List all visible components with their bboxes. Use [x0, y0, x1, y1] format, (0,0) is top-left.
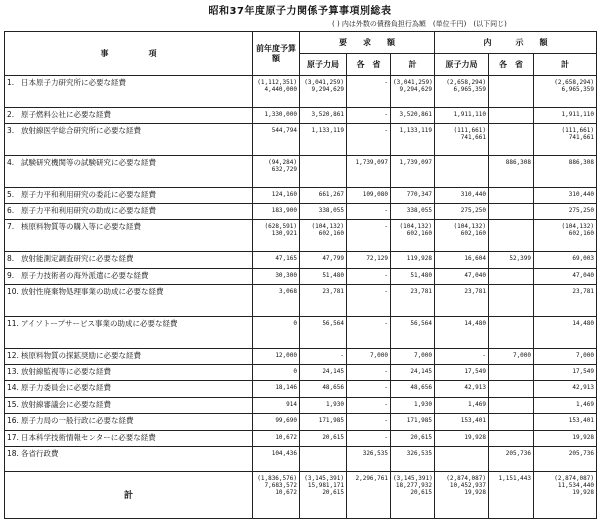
prev-year-cell: (628,591) 130,921: [253, 220, 300, 252]
item-label: 原子力局の一般行政に必要な経費: [21, 416, 134, 426]
approved-total-cell: 310,440: [534, 187, 597, 203]
approved-total-cell: 153,401: [534, 414, 597, 430]
request-agency-cell: 56,564: [300, 316, 347, 348]
item-number: 7.: [7, 222, 15, 232]
table-row: [5, 414, 597, 430]
prev-year-cell: 104,436: [253, 447, 300, 472]
prev-year-cell: 183,900: [253, 204, 300, 220]
approved-agency-cell: 310,440: [435, 187, 489, 203]
item-cell: [5, 107, 253, 123]
prev-year-header: 前年度予算額: [253, 32, 300, 76]
document-title: 昭和37年度原子力関係予算事項別総表: [208, 6, 392, 17]
request-agency-cell: 51,480: [300, 268, 347, 284]
request-agency-cell: -: [300, 348, 347, 364]
item-cell: [5, 447, 253, 472]
total-req-agency: (3,145,391) 15,981,171 20,615: [300, 471, 347, 518]
item-number: 9.: [7, 270, 15, 280]
prev-year-cell: 30,300: [253, 268, 300, 284]
item-cell: [5, 124, 253, 156]
approved-agency-cell: (111,661) 741,661: [435, 124, 489, 156]
approved-others-cell: 886,308: [489, 155, 534, 187]
request-total-cell: 24,145: [391, 364, 435, 380]
table-row: [5, 285, 597, 317]
table-row: [5, 348, 597, 364]
approved-others-cell: [489, 187, 534, 203]
approved-total-cell: 42,913: [534, 381, 597, 397]
request-agency-cell: 661,267: [300, 187, 347, 203]
item-number: 1.: [7, 78, 15, 87]
total-label: 計: [5, 471, 253, 518]
item-number: 6.: [7, 206, 15, 216]
approved-total-cell: (2,658,294) 6,965,359: [534, 76, 597, 108]
item-label: 原子燃料公社に必要な経費: [21, 109, 111, 119]
request-others-cell: -: [347, 76, 391, 108]
approved-agency-cell: 23,781: [435, 285, 489, 317]
request-others-cell: 7,000: [347, 348, 391, 364]
table-row: [5, 204, 597, 220]
item-number: 4.: [7, 157, 15, 167]
prev-year-cell: (1,112,351) 4,440,000: [253, 76, 300, 108]
approved-agency-cell: 14,480: [435, 316, 489, 348]
request-total-cell: 770,347: [391, 187, 435, 203]
request-agency-cell: 171,985: [300, 414, 347, 430]
table-row: [5, 381, 597, 397]
approved-agency-cell: 42,913: [435, 381, 489, 397]
request-agency-cell: 23,781: [300, 285, 347, 317]
table-row: [5, 447, 597, 472]
approved-agency-cell: 1,469: [435, 397, 489, 413]
item-number: 11.: [7, 318, 19, 328]
request-others-cell: -: [347, 124, 391, 156]
request-total-cell: 23,781: [391, 285, 435, 317]
item-number: 10.: [7, 287, 19, 297]
approved-agency-cell: 275,250: [435, 204, 489, 220]
total-req-total: (3,145,391) 18,277,932 20,615: [391, 471, 435, 518]
request-others-cell: 1,739,097: [347, 155, 391, 187]
approved-others-cell: [489, 268, 534, 284]
approved-total-cell: 886,308: [534, 155, 597, 187]
item-label: 放射線審議会に必要な経費: [21, 399, 111, 409]
approved-agency-cell: 1,911,110: [435, 107, 489, 123]
approved-agency-cell: (104,132) 602,160: [435, 220, 489, 252]
item-cell: [5, 204, 253, 220]
prev-year-cell: 18,146: [253, 381, 300, 397]
item-cell: [5, 430, 253, 446]
request-others-cell: -: [347, 414, 391, 430]
approved-others-cell: [489, 124, 534, 156]
prev-year-cell: 0: [253, 364, 300, 380]
request-total-cell: 119,928: [391, 252, 435, 268]
approved-agency-cell: 19,928: [435, 430, 489, 446]
request-total-cell: (3,041,259) 9,294,629: [391, 76, 435, 108]
request-total-cell: (104,132) 602,160: [391, 220, 435, 252]
approved-total-cell: 7,000: [534, 348, 597, 364]
approved-agency-cell: 47,040: [435, 268, 489, 284]
request-agency-cell: (3,041,259) 9,294,629: [300, 76, 347, 108]
item-cell: [5, 155, 253, 187]
approved-total-cell: 69,003: [534, 252, 597, 268]
approved-total-cell: 14,480: [534, 316, 597, 348]
prev-year-cell: 3,068: [253, 285, 300, 317]
request-agency-cell: 3,520,861: [300, 107, 347, 123]
item-number: 14.: [7, 383, 19, 393]
item-cell: [5, 316, 253, 348]
approved-others-cell: [489, 397, 534, 413]
budget-table: [4, 31, 597, 519]
request-agency-cell: 47,799: [300, 252, 347, 268]
request-total-cell: 48,656: [391, 381, 435, 397]
request-others-cell: 109,080: [347, 187, 391, 203]
approved-total-header: 計: [534, 54, 597, 76]
table-row: [5, 76, 597, 108]
request-agency-cell: 24,145: [300, 364, 347, 380]
request-total-header: 計: [391, 54, 435, 76]
approved-agency-cell: 17,549: [435, 364, 489, 380]
item-label: 原子力技術者の海外派遣に必要な経費: [21, 270, 149, 280]
item-number: 18.: [7, 449, 19, 459]
item-header: 事 項: [5, 32, 253, 76]
approved-total-cell: 19,928: [534, 430, 597, 446]
request-agency-cell: 20,615: [300, 430, 347, 446]
item-cell: [5, 414, 253, 430]
request-agency-cell: 1,133,119: [300, 124, 347, 156]
approved-others-cell: [489, 414, 534, 430]
table-row: [5, 364, 597, 380]
request-agency-header: 原子力局: [300, 54, 347, 76]
prev-year-cell: 914: [253, 397, 300, 413]
prev-year-cell: 99,690: [253, 414, 300, 430]
approved-others-cell: [489, 316, 534, 348]
item-number: 5.: [7, 189, 15, 199]
item-label: 原子力委員会に必要な経費: [21, 383, 111, 393]
request-total-cell: 1,133,119: [391, 124, 435, 156]
request-others-cell: -: [347, 430, 391, 446]
request-others-cell: -: [347, 220, 391, 252]
item-cell: [5, 348, 253, 364]
table-row: [5, 316, 597, 348]
unit-note: ( ) 内は外数の債務負担行為額 (単位千円) (以下同じ): [332, 20, 507, 28]
request-total-cell: 326,535: [391, 447, 435, 472]
item-cell: [5, 76, 253, 108]
item-number: 8.: [7, 254, 15, 264]
request-total-cell: 171,985: [391, 414, 435, 430]
approved-total-cell: 47,040: [534, 268, 597, 284]
item-number: 16.: [7, 416, 19, 426]
total-app-others: 1,151,443: [489, 471, 534, 518]
item-cell: [5, 220, 253, 252]
request-others-cell: -: [347, 107, 391, 123]
request-total-cell: 338,055: [391, 204, 435, 220]
approved-others-cell: [489, 220, 534, 252]
item-number: 15.: [7, 399, 19, 409]
table-row: [5, 107, 597, 123]
item-cell: [5, 364, 253, 380]
item-number: 17.: [7, 432, 19, 442]
item-label: アイソトープサービス事業の助成に必要な経費: [21, 318, 178, 328]
approved-total-cell: 23,781: [534, 285, 597, 317]
approved-header: 内 示 額: [435, 32, 597, 54]
item-label: 放射性廃棄物処理事業の助成に必要な経費: [21, 287, 164, 297]
approved-total-cell: 275,250: [534, 204, 597, 220]
request-agency-cell: 338,055: [300, 204, 347, 220]
approved-others-header: 各 省: [489, 54, 534, 76]
item-number: 2.: [7, 109, 15, 119]
item-label: 放射能測定調査研究に必要な経費: [21, 254, 134, 264]
prev-year-cell: 0: [253, 316, 300, 348]
item-label: 日本原子力研究所に必要な経費: [21, 78, 126, 87]
approved-agency-cell: (2,658,294) 6,965,359: [435, 76, 489, 108]
request-total-cell: 20,615: [391, 430, 435, 446]
table-row: [5, 155, 597, 187]
approved-agency-cell: 16,604: [435, 252, 489, 268]
approved-agency-cell: -: [435, 348, 489, 364]
request-header: 要 求 額: [300, 32, 435, 54]
total-app-agency: (2,874,087) 10,452,937 19,928: [435, 471, 489, 518]
approved-total-cell: 1,469: [534, 397, 597, 413]
approved-others-cell: [489, 76, 534, 108]
request-others-cell: -: [347, 285, 391, 317]
request-agency-cell: (104,132) 602,160: [300, 220, 347, 252]
request-others-cell: -: [347, 316, 391, 348]
request-agency-cell: [300, 447, 347, 472]
request-others-header: 各 省: [347, 54, 391, 76]
request-others-cell: -: [347, 204, 391, 220]
request-total-cell: 1,739,097: [391, 155, 435, 187]
request-others-cell: -: [347, 364, 391, 380]
approved-total-cell: 205,736: [534, 447, 597, 472]
approved-others-cell: [489, 285, 534, 317]
item-label: 核原料物質の探鉱奨励に必要な経費: [21, 350, 141, 360]
approved-others-cell: 52,399: [489, 252, 534, 268]
table-row: [5, 252, 597, 268]
prev-year-cell: 124,160: [253, 187, 300, 203]
prev-year-cell: 1,330,000: [253, 107, 300, 123]
table-row: [5, 187, 597, 203]
approved-others-cell: 205,736: [489, 447, 534, 472]
approved-agency-cell: [435, 155, 489, 187]
total-prev: (1,836,576) 7,683,572 10,672: [253, 471, 300, 518]
approved-total-cell: 17,549: [534, 364, 597, 380]
request-total-cell: 1,930: [391, 397, 435, 413]
prev-year-cell: 12,000: [253, 348, 300, 364]
approved-total-cell: 1,911,110: [534, 107, 597, 123]
item-cell: [5, 187, 253, 203]
approved-agency-cell: [435, 447, 489, 472]
total-app-total: (2,874,087) 11,534,440 19,928: [534, 471, 597, 518]
request-agency-cell: [300, 155, 347, 187]
item-label: 原子力平和利用研究の委託に必要な経費: [21, 189, 156, 199]
request-others-cell: -: [347, 397, 391, 413]
request-total-cell: 56,564: [391, 316, 435, 348]
approved-others-cell: [489, 430, 534, 446]
request-agency-cell: 48,656: [300, 381, 347, 397]
request-others-cell: -: [347, 268, 391, 284]
approved-agency-header: 原子力局: [435, 54, 489, 76]
table-row: [5, 268, 597, 284]
item-label: 放射線医学総合研究所に必要な経費: [21, 126, 141, 136]
item-label: 試験研究機関等の試験研究に必要な経費: [21, 157, 156, 167]
request-total-cell: 3,520,861: [391, 107, 435, 123]
item-label: 放射線監視等に必要な経費: [21, 366, 111, 376]
request-others-cell: 72,129: [347, 252, 391, 268]
prev-year-cell: (94,284) 632,729: [253, 155, 300, 187]
table-row: [5, 430, 597, 446]
item-label: 日本科学技術情報センターに必要な経費: [21, 432, 156, 442]
item-cell: [5, 381, 253, 397]
table-row: [5, 124, 597, 156]
request-agency-cell: 1,930: [300, 397, 347, 413]
item-number: 13.: [7, 366, 19, 376]
table-row: [5, 220, 597, 252]
item-cell: [5, 252, 253, 268]
item-label: 原子力平和利用研究の助成に必要な経費: [21, 206, 156, 216]
approved-others-cell: [489, 107, 534, 123]
item-cell: [5, 397, 253, 413]
prev-year-cell: 544,794: [253, 124, 300, 156]
prev-year-cell: 10,672: [253, 430, 300, 446]
approved-total-cell: (104,132) 602,160: [534, 220, 597, 252]
approved-others-cell: [489, 381, 534, 397]
approved-others-cell: [489, 364, 534, 380]
prev-year-cell: 47,165: [253, 252, 300, 268]
item-label: 核原料物質等の購入等に必要な経費: [21, 222, 141, 232]
approved-others-cell: 7,000: [489, 348, 534, 364]
request-total-cell: 7,000: [391, 348, 435, 364]
item-cell: [5, 268, 253, 284]
total-req-others: 2,296,761: [347, 471, 391, 518]
item-label: 各省行政費: [21, 449, 59, 459]
request-others-cell: 326,535: [347, 447, 391, 472]
approved-agency-cell: 153,401: [435, 414, 489, 430]
item-number: 3.: [7, 126, 15, 136]
item-number: 12.: [7, 350, 19, 360]
approved-others-cell: [489, 204, 534, 220]
item-cell: [5, 285, 253, 317]
request-total-cell: 51,480: [391, 268, 435, 284]
request-others-cell: -: [347, 381, 391, 397]
approved-total-cell: (111,661) 741,661: [534, 124, 597, 156]
table-row: [5, 397, 597, 413]
